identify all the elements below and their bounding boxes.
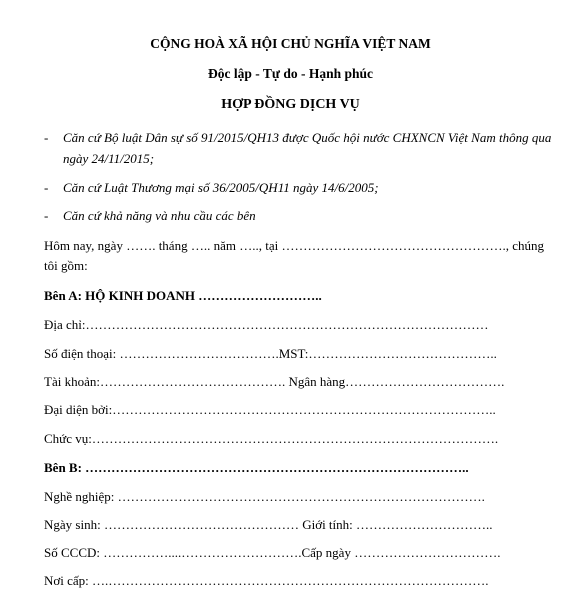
legal-basis-bullet: - bbox=[44, 208, 49, 223]
party-a-phone-tax: Số điện thoại: ……………………………….MST:…………………………………….. bbox=[44, 346, 497, 361]
intro-we-include: tôi gồm: bbox=[44, 258, 88, 273]
party-b-occupation: Nghề nghiệp: …………………………………………………………………………. bbox=[44, 489, 485, 504]
legal-basis-capability: Căn cứ khả năng và nhu cầu các bên bbox=[63, 208, 256, 223]
legal-basis-commercial-law: Căn cứ Luật Thương mại số 36/2005/QH11 ngày 14/6/2005; bbox=[63, 180, 379, 195]
legal-basis-bullet: - bbox=[44, 180, 49, 195]
party-a-position: Chức vụ:…………………………………………………………………………………. bbox=[44, 431, 499, 446]
motto-heading: Độc lập - Tự do - Hạnh phúc bbox=[207, 66, 374, 81]
party-b-id-issue-date: Số CCCD: ……………....……………………….Cấp ngày ……………………………. bbox=[44, 545, 501, 560]
party-a-heading: Bên A: HỘ KINH DOANH ……………………….. bbox=[44, 288, 322, 303]
party-b-heading: Bên B: …………………………………………………………………………….. bbox=[44, 460, 469, 475]
party-b-dob-gender: Ngày sinh: ……………………………………… Giới tính: ………………………….. bbox=[44, 517, 493, 532]
legal-basis-bullet: - bbox=[44, 130, 49, 145]
legal-basis-civil-code-date: ngày 24/11/2015; bbox=[63, 151, 155, 166]
legal-basis-civil-code: Căn cứ Bộ luật Dân sự số 91/2015/QH13 được Quốc hội nước CHXNCN Việt Nam thông qua bbox=[63, 130, 552, 145]
contract-title: HỢP ĐỒNG DỊCH VỤ bbox=[221, 97, 360, 112]
party-a-account-bank: Tài khoản:……………………………………. Ngân hàng………………………………. bbox=[44, 374, 505, 389]
intro-date-place: Hôm nay, ngày ……. tháng ….. năm ….., tại ……………………………………………., chúng bbox=[44, 238, 544, 253]
party-b-issued-by: Nơi cấp: ….……………………………………………………………………………. bbox=[44, 573, 489, 588]
party-a-representative: Đại diện bởi:…………………………………………………………………………….. bbox=[44, 402, 496, 417]
country-heading: CỘNG HOÀ XÃ HỘI CHỦ NGHĨA VIỆT NAM bbox=[150, 36, 431, 51]
party-a-address: Địa chỉ:………………………………………………………………………………… bbox=[44, 317, 489, 332]
